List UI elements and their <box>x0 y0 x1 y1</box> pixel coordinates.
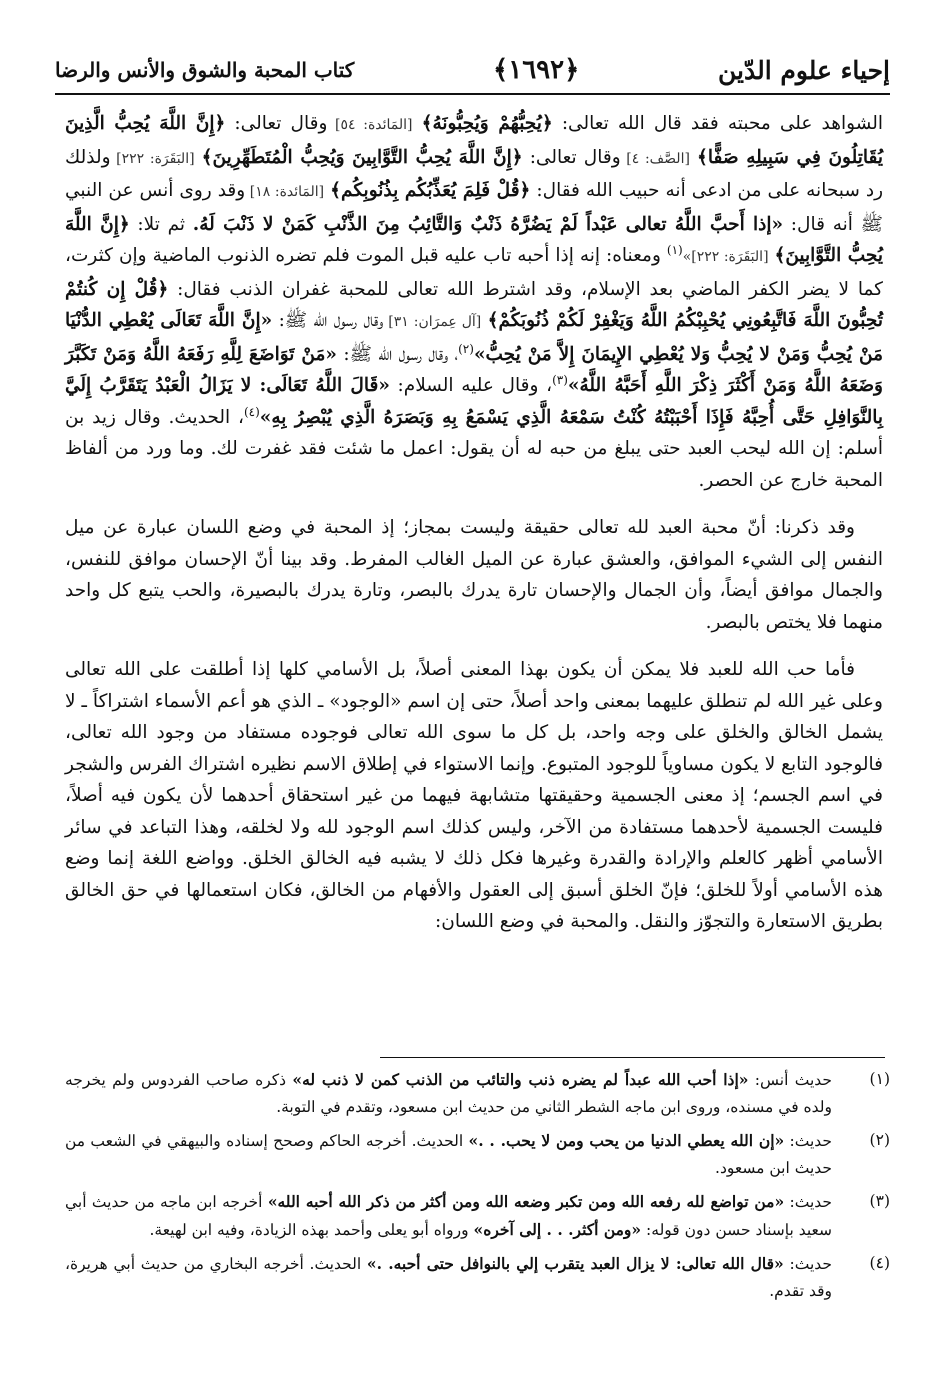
footnote-marker[interactable]: (٢) <box>458 341 474 356</box>
text-run: وقال تعالى: <box>225 113 328 134</box>
quran-verse: ﴿قُلْ فَلِمَ يُعَذِّبُكُم بِذُنُوبِكُم﴾ <box>330 180 531 201</box>
page-number: ﴿١٦٩٢﴾ <box>493 55 580 85</box>
text-run: ولذلك رد سبحانه على من ادعى أنه حبيب الله فقال: <box>65 146 884 201</box>
footnote-number: (١) <box>869 1070 890 1088</box>
footnote-text <box>65 1127 832 1182</box>
header-rule <box>55 93 890 95</box>
paragraph-2: وقد ذكرنا: أنّ محبة العبد لله تعالى حقيقة وليست بمجاز؛ إذ المحبة في وضع اللسان عبارة عن ميل النفس إلى الشيء الموافق، والعشق عبارة عن الميل الغالب المفرط. وقد بينا أنّ الإحسان موافق للنفس، والجمال موافق أيضاً، وأن الجمال والإحسان تارة يدرك بالبصر، وتارة يدرك بالبصيرة، والحب يتبع كل واحد منهما فلا يختص بالبصر. <box>65 517 883 633</box>
footnote-2 <box>65 1127 890 1182</box>
hadith-quote: «ومن أكثر. . . إلى آخره» <box>473 1220 642 1239</box>
text-run: وقد روى أنس عن النبي ﷺ أنه قال: <box>65 180 883 235</box>
text-run: ، الحديث. وقال زيد بن أسلم: إن الله ليحب العبد حتى يبلغ من حبه له أن يقول: اعمل ما شئت فقد غفرت لك. وما ورد من ألفاظ المحبة خارج عن الحصر. <box>65 406 883 491</box>
footnote-marker[interactable]: (١) <box>666 242 683 257</box>
text-run: حديث: <box>784 1132 833 1150</box>
text-run: الحديث. أخرجه البخاري من حديث أبي هريرة، وقد تقدم. <box>65 1255 832 1300</box>
verse-ref: [البَقَرَة: ٢٢٢]» <box>682 249 769 265</box>
verse-ref: [الصَّف: ٤] <box>620 150 690 167</box>
quran-verse: ﴿إِنَّ اللَّهَ يُحِبُّ التَّوَّابِينَ﴾ <box>65 213 883 266</box>
hadith-quote: «مَنْ تَوَاضَعَ لِلَّهِ رَفَعَهُ اللَّهُ وَمَنْ تَكَبَّرَ وَضَعَهُ اللَّهُ وَمَنْ أَكْثَرَ ذِكْرَ اللَّهِ أَحَبَّهُ اللَّهُ» <box>65 343 883 396</box>
footnote-text <box>65 1066 832 1121</box>
footnote-marker[interactable]: (٣) <box>552 372 568 387</box>
verse-ref: [المَائدة: ١٨] <box>245 184 325 200</box>
text-run: وقال تعالى: <box>522 146 621 168</box>
hadith-quote: «قَالَ اللَّهُ تَعَالَى: لا يَزَالُ الْعَبْدُ يَتَقَرَّبُ إِلَيَّ بِالنَّوَافِلِ حَتَّى أُحِبَّهُ فَإِذَا أَحْبَبْتُهُ كُنْتُ سَمْعَهُ الَّذِي يَسْمَعُ بِهِ وَبَصَرَهُ الَّذِي يُبْصِرُ بِهِ» <box>65 375 883 428</box>
footnote-4 <box>65 1250 890 1305</box>
hadith-quote: «من تواضع لله رفعه الله ومن تكبر وضعه الله ومن أكثر من ذكر الله أحبه الله» <box>267 1192 785 1211</box>
footnote-number: (٢) <box>869 1131 890 1149</box>
quran-verse: ﴿قُلْ إِن كُنتُمْ تُحِبُّونَ اللَّهَ فَاتَّبِعُونِي يُحْبِبْكُمُ اللَّهُ وَيَغْفِرْ لَكُمْ ذُنُوبَكُمْ﴾ <box>65 278 883 331</box>
text-run: حديث: <box>783 1255 832 1273</box>
footnote-number: (٤) <box>869 1254 890 1272</box>
hadith-quote: «إذا أَحبَّ اللَّهُ تعالى عَبْداً لَمْ يَضُرَّهُ ذَنْبٌ وَالتَّائِبُ مِنَ الذَّنْبِ كَمَنْ لا ذَنْبَ لَهُ. <box>192 213 784 235</box>
main-text <box>65 108 883 954</box>
hadith-quote: «إذا أحب الله عبداً لم يضره ذنب والتائب من الذنب كمن لا ذنب له» <box>292 1070 749 1089</box>
text-run: وقال رسول الله ﷺ: <box>272 310 384 331</box>
footnotes <box>65 1066 890 1311</box>
quran-verse: ﴿إِنَّ اللَّهَ يُحِبُّ الَّذِينَ يُقَاتِلُونَ فِي سَبِيلِهِ صَفًّا﴾ <box>65 113 884 168</box>
text-run: الحديث. أخرجه الحاكم وصحح إسناده والبيهقي في الشعب من حديث ابن مسعود. <box>65 1132 832 1177</box>
text-run: حديث: <box>784 1193 833 1211</box>
book-title: إحياء علوم الدّين <box>718 55 890 85</box>
text-run: ذكره صاحب الفردوس ولم يخرجه ولده في مسنده، وروى ابن ماجه الشطر الثاني من حديث ابن مسعود، وتقدم في التوبة. <box>65 1071 832 1116</box>
footnote-text <box>65 1188 832 1244</box>
verse-ref: [البَقَرَة: ٢٢٢] <box>110 150 195 167</box>
hadith-quote: «إِنَّ اللَّهَ تَعَالَى يُعْطِي الدُّنْيَا مَنْ يُحِبُّ وَمَنْ لا يُحِبُّ وَلا يُعْطِي الإِيمَانَ إِلاَّ مَنْ يُحِبُّ» <box>65 310 884 365</box>
footnote-1 <box>65 1066 890 1121</box>
chapter-title: كتاب المحبة والشوق والأنس والرضا <box>55 58 355 82</box>
page-header <box>55 48 890 92</box>
footnote-3 <box>65 1188 890 1244</box>
text-run: ، وقال عليه السلام: <box>389 375 553 396</box>
paragraph-3: فأما حب الله للعبد فلا يمكن أن يكون بهذا المعنى أصلاً، بل الأسامي كلها إذا أطلقت على الله تعالى وعلى غير الله لم تنطلق عليهما بمعنى واحد أصلاً، حتى إن اسم «الوجود» ـ الذي هو أعم الأسماء اشتراكاً ـ لا يشمل الخالق والخلق على وجه واحد، بل كل ما سوى الله تعالى فوجوده مستفاد من وجود الله تعالى، فالوجود التابع لا يكون مساوياً للوجود المتبوع. وإنما الاستواء في إطلاق الاسم نظيره اشتراك الفرس والشجر في اسم الجسم؛ إذ معنى الجسمية وحقيقتها متشابهة فيهما من غير استحقاق أحدهما لأن يكون فيه أصلاً، فليست الجسمية لأحدهما مستفادة من الآخر، وليس كذلك اسم الوجود لله ولا لخلقه، وهذا التباعد في سائر الأسامي أظهر كالعلم والإرادة والقدرة وغيرها فكل ذلك لا يشبه فيه الخالق الخلق. وواضع اللغة إنما وضع هذه الأسامي أولاً للخلق؛ فإنّ الخلق أسبق إلى العقول والأفهام من الخالق، فكان استعمالها في حق الخالق بطريق الاستعارة والتجوّز والنقل. والمحبة في وضع اللسان: <box>65 659 883 932</box>
footnote-rule <box>380 1057 885 1058</box>
footnote-text <box>65 1250 832 1305</box>
verse-ref: [المَائدة: ٥٤] <box>327 117 413 133</box>
hadith-quote: «قال الله تعالى: لا يزال العبد يتقرب إلي بالنوافل حتى أحبه. .» <box>366 1254 784 1273</box>
text-run: ثم تلا: <box>129 213 186 235</box>
paragraph-1 <box>65 108 883 496</box>
footnote-number: (٣) <box>869 1192 890 1210</box>
verse-ref: [آل عِمرَان: ٣١] <box>383 314 482 330</box>
footnote-marker[interactable]: (٤) <box>243 404 260 419</box>
text-run: حديث أنس: <box>748 1071 832 1089</box>
quran-verse: ﴿إِنَّ اللَّهَ يُحِبُّ التَّوَّابِينَ وَيُحِبُّ الْمُتَطَهِّرِينَ﴾ <box>201 146 523 168</box>
text-run: أخرجه ابن ماجه من حديث أبي سعيد بإسناد حسن دون قوله: <box>65 1193 832 1239</box>
text-run: الشواهد على محبته فقد قال الله تعالى: <box>552 113 884 134</box>
text-run: ورواه أبو يعلى وأحمد بهذه الزيادة، وفيه ابن لهيعة. <box>149 1221 474 1239</box>
text-run: ومعناه: إنه إذا أحبه تاب عليه قبل الموت فلم تضره الذنوب الماضية وإن كثرت، كما لا يضر الكفر الماضي بعد الإسلام، وقد اشترط الله تعالى للمحبة غفران الذنب فقال: <box>65 245 883 300</box>
text-run: ، وقال رسول الله ﷺ: <box>336 343 459 365</box>
hadith-quote: «إن الله يعطي الدنيا من يحب ومن لا يحب. . .» <box>468 1131 785 1150</box>
quran-verse: ﴿يُحِبُّهُمْ وَيُحِبُّونَهُ﴾ <box>421 113 553 134</box>
